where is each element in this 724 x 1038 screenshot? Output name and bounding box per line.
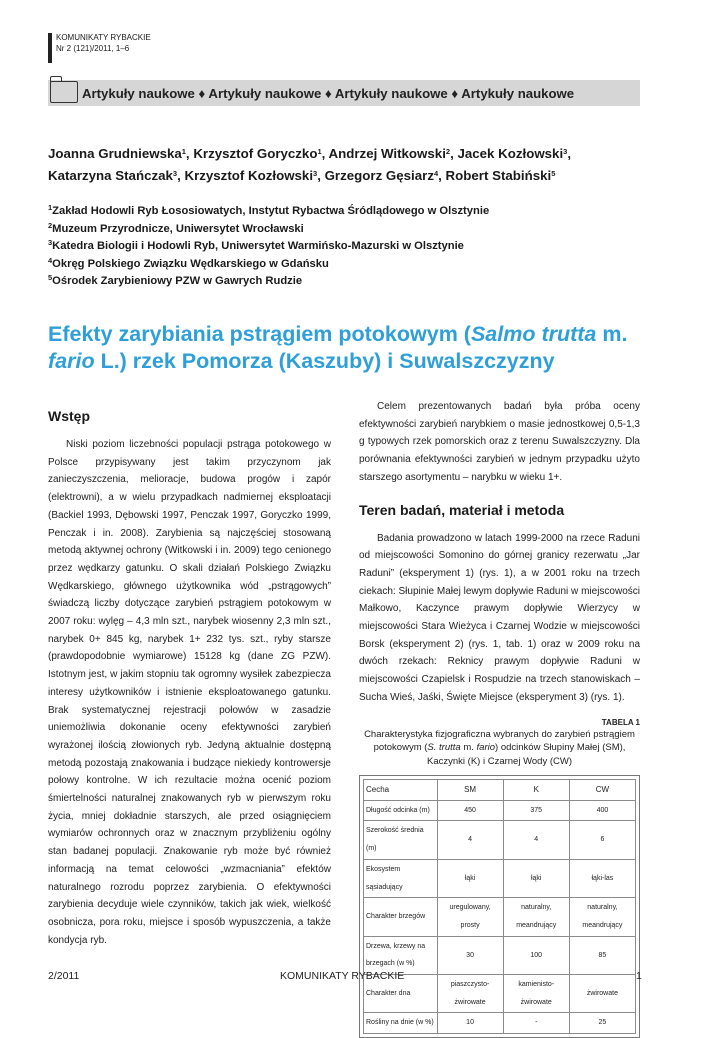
table-row: [364, 800, 636, 821]
cell-sm: 10: [437, 1013, 503, 1034]
affiliation-sup: 5: [48, 273, 53, 283]
cell-cw: łąki-las: [569, 859, 635, 897]
methods-heading: Teren badań, materiał i metoda: [359, 501, 565, 518]
affiliation-text: Muzeum Przyrodnicze, Uniwersytet Wrocławski: [52, 222, 304, 235]
right-column: [359, 398, 640, 1038]
footer-journal: KOMUNIKATY RYBACKIE: [280, 970, 405, 982]
folder-icon: [50, 81, 78, 103]
row-label: Długość odcinka (m): [364, 800, 438, 821]
table-label: TABELA 1: [601, 717, 640, 727]
row-label: Szerokość średnia (m): [364, 821, 438, 859]
affiliations: [48, 203, 648, 291]
cell-sm: łąki: [437, 859, 503, 897]
affiliation-text: Ośrodek Zarybieniowy PZW w Gawrych Rudzie: [52, 275, 303, 288]
title-italic: fario: [48, 349, 95, 373]
author-name: Krzysztof Goryczko: [193, 146, 318, 161]
table-row: [364, 1013, 636, 1034]
row-label: Ekosystem sąsiadujący: [364, 859, 438, 897]
cell-k: łąki: [503, 859, 569, 897]
row-label: Charakter dna: [364, 975, 438, 1013]
table-header-cell: K: [503, 780, 569, 801]
author-name: Katarzyna Stańczak: [48, 168, 173, 183]
affiliation-sup: 2: [48, 220, 53, 230]
cell-k: naturalny, meandrujący: [503, 898, 569, 936]
cell-k: 100: [503, 936, 569, 974]
table-row: [364, 859, 636, 897]
cell-cw: 25: [569, 1013, 635, 1034]
table-row: [364, 821, 636, 859]
table-row: [364, 975, 636, 1013]
author-name: Grzegorz Gęsiarz: [324, 168, 434, 183]
author-sup: 1: [181, 147, 186, 156]
section-band-text: Artykuły naukowe ♦ Artykuły naukowe ♦ Artykuły naukowe ♦ Artykuły naukowe: [82, 86, 575, 101]
cell-sm: uregulowany, prosty: [437, 898, 503, 936]
intro-paragraph: Niski poziom liczebności populacji pstrąga potokowego w Polsce przypisywany jest takim przyczynom jak zanieczyszczenia, melioracje, budowa progów i zapór (elektrowni), a w wielu przypadkach nadmiernej eksploatacji (Backiel 1993, Dębowski 1997, Penczak 1997, Goryczko 1999, Penczak i in. 2008). Zarybienia są najczęściej stosowaną metodą aktywnej ochrony (Witkowski i in. 2009) tego cenionego przez wędkarzy gatunku. O skali działań Polskiego Związku Wędkarskiego, głównego użytkownika wód „pstrągowych” świadczą liczby dotyczące zarybień pstrągiem potokowym w 2007 roku: wylęg – 4,3 mln szt., narybek wiosenny 2,3 mln szt., narybek 0+ 845 kg, narybek 1+ 232 tys. szt., ryby starsze (prawdopodobnie wymiarowe) 15128 kg (dane ZG PZW). Istotnym jest, w jakim stopniu tak ogromny wysiłek zabezpiecza interesy użytkowników i istnienie eksploatowanego gatunku. Brak systematycznej rejestracji połowów w zasadzie uniemożliwia dokonanie oceny efektywności zarybień wyrażonej ilością złowionych ryb. Jedyną aktualnie dostępną metodą pozostają znakowania i budzące niekiedy kontrowersje połowy kontrolne. W ich rezultacie można ocenić poziom śmiertelności naturalnej znakowanych ryb w pierwszym roku życia, mniej dokładnie starszych, ale przed osiągnięciem wymiarów ochronnych oraz w znacznym przybliżeniu ogólny stan badanej populacji. Znakowanie ryb może być również informacją na temat celowości „wzmacniania” efektów naturalnego rozrodu poprzez zarybienia. O efektywności zarybienia decyduje wiele czynników, takich jak wiek, wielkość osobnicza, pora roku, miejsce i sposób wypuszczenia, a także kondycja ryb.: [48, 439, 331, 946]
cell-cw: naturalny, meandrujący: [569, 898, 635, 936]
journal-bar: [48, 33, 52, 63]
table-header-cell: SM: [437, 780, 503, 801]
author-sup: 3: [313, 169, 318, 178]
affiliation: [48, 221, 648, 239]
cell-sm: 450: [437, 800, 503, 821]
left-column: [48, 407, 331, 949]
affiliation-sup: 4: [48, 255, 53, 265]
affiliation: [48, 238, 648, 256]
intro-heading: Wstęp: [48, 408, 90, 424]
author-sup: 5: [551, 169, 556, 178]
affiliation: [48, 273, 648, 291]
row-label: Charakter brzegów: [364, 898, 438, 936]
affiliation-text: Okręg Polskiego Związku Wędkarskiego w Gdańsku: [52, 257, 329, 270]
table-header-cell: CW: [569, 780, 635, 801]
journal-name: KOMUNIKATY RYBACKIE: [56, 33, 151, 42]
author-sup: 1: [317, 147, 322, 156]
affiliation: [48, 203, 648, 221]
methods-paragraph: Badania prowadzono w latach 1999-2000 na rzece Raduni od miejscowości Somonino do górnej granicy rezerwatu „Jar Raduni” (eksperyment 1) (rys. 1), a w 2001 roku na trzech ciekach: Słupinie Małej lewym dopływie Raduni w miejscowości Małkowo, Kaczynce prawym dopływie Wierzycy w miejscowości Stara Wieżyca i Czarnej Wodzie w miejscowości Borsk (eksperyment 2) (rys. 1, tab. 1) oraz w 2009 roku na dwóch rzekach: Reknicy prawym dopływie Raduni w miejscowości Czapielsk i Rospudzie na trzech stanowiskach – Sucha Wieś, Jaśki, Święte Miejsce (eksperyment 3) (rys. 1).: [359, 532, 640, 703]
cell-k: 375: [503, 800, 569, 821]
row-label: Drzewa, krzewy na brzegach (w %): [364, 936, 438, 974]
author-name: Andrzej Witkowski: [328, 146, 446, 161]
author-name: Krzysztof Kozłowski: [184, 168, 314, 183]
affiliation: [48, 256, 648, 274]
table-header-cell: Cecha: [364, 780, 438, 801]
aim-paragraph: Celem prezentowanych badań była próba oceny efektywności zarybień narybkiem o masie jednostkowej 0,5-1,3 g typowych rzek pomorskich oraz z terenu Suwalszczyzny. Dla porównania efektywności zarybień w jednym przypadku użyto starszego asortymentu – narybku w wieku 1+.: [359, 401, 640, 483]
section-band: [48, 80, 640, 106]
cell-cw: żwirowate: [569, 975, 635, 1013]
caption-italic: fario: [476, 742, 496, 754]
cell-sm: piaszczysto-żwirowate: [437, 975, 503, 1013]
author-sup: 4: [433, 169, 439, 178]
cell-cw: 6: [569, 821, 635, 859]
article-title: [48, 321, 678, 375]
cell-k: 4: [503, 821, 569, 859]
affiliation-text: Katedra Biologii i Hodowli Ryb, Uniwersytet Warmińsko-Mazurski w Olsztynie: [52, 240, 464, 253]
title-italic: Salmo trutta: [470, 322, 597, 346]
affiliation-sup: 1: [48, 203, 53, 212]
title-text: Efekty zarybiania pstrągiem potokowym (: [48, 322, 471, 346]
affiliation-sup: 3: [48, 238, 53, 248]
author-name: Joanna Grudniewska: [48, 146, 182, 161]
journal-issue: Nr 2 (121)/2011, 1–6: [56, 43, 130, 53]
author-sup: 2: [445, 147, 451, 156]
author-sup: 3: [563, 147, 568, 156]
title-text: m.: [596, 322, 628, 346]
table-row: [364, 898, 636, 936]
table-header-row: [364, 780, 636, 801]
table-frame: [359, 775, 640, 1038]
caption-text: m.: [460, 742, 477, 754]
table-caption: [359, 728, 640, 769]
caption-italic: S. trutta: [427, 742, 461, 754]
authors: Joanna Grudniewska$^1$, Krzysztof Goryczko$^1$, Andrzej Witkowski$^2$, Jacek Kozłowski$^3$, Katarzyna Stańczak$^3$, Krzysztof Kozłowski$^3$, Grzegorz Gęsiarz$^4$, Robert Stabiński$^5$: [48, 146, 572, 183]
page-number: 1: [636, 970, 642, 982]
row-label: Rośliny na dnie (w %): [364, 1013, 438, 1034]
footer-issue: 2/2011: [48, 970, 80, 982]
author-sup: 3: [172, 169, 178, 178]
cell-sm: 30: [437, 936, 503, 974]
cell-k: -: [503, 1013, 569, 1034]
cell-cw: 400: [569, 800, 635, 821]
table-row: [364, 936, 636, 974]
cell-k: kamienisto-żwirowate: [503, 975, 569, 1013]
title-text: L.) rzek Pomorza (Kaszuby) i Suwalszczyzny: [94, 349, 555, 373]
cell-sm: 4: [437, 821, 503, 859]
affiliation-text: Zakład Hodowli Ryb Łososiowatych, Instytut Rybactwa Śródlądowego w Olsztynie: [52, 205, 490, 217]
caption-text: ) odcinków Słupiny Małej (SM), Kaczynki (K) i Czarnej Wody (CW): [427, 742, 626, 767]
physiography-table: [363, 779, 636, 1034]
author-name: Robert Stabiński: [445, 168, 552, 183]
author-name: Jacek Kozłowski: [457, 146, 564, 161]
caption-text: Charakterystyka fizjograficzna wybranych do zarybień pstrągiem potokowym (: [364, 728, 635, 754]
cell-cw: 85: [569, 936, 635, 974]
journal-info: [56, 33, 151, 54]
